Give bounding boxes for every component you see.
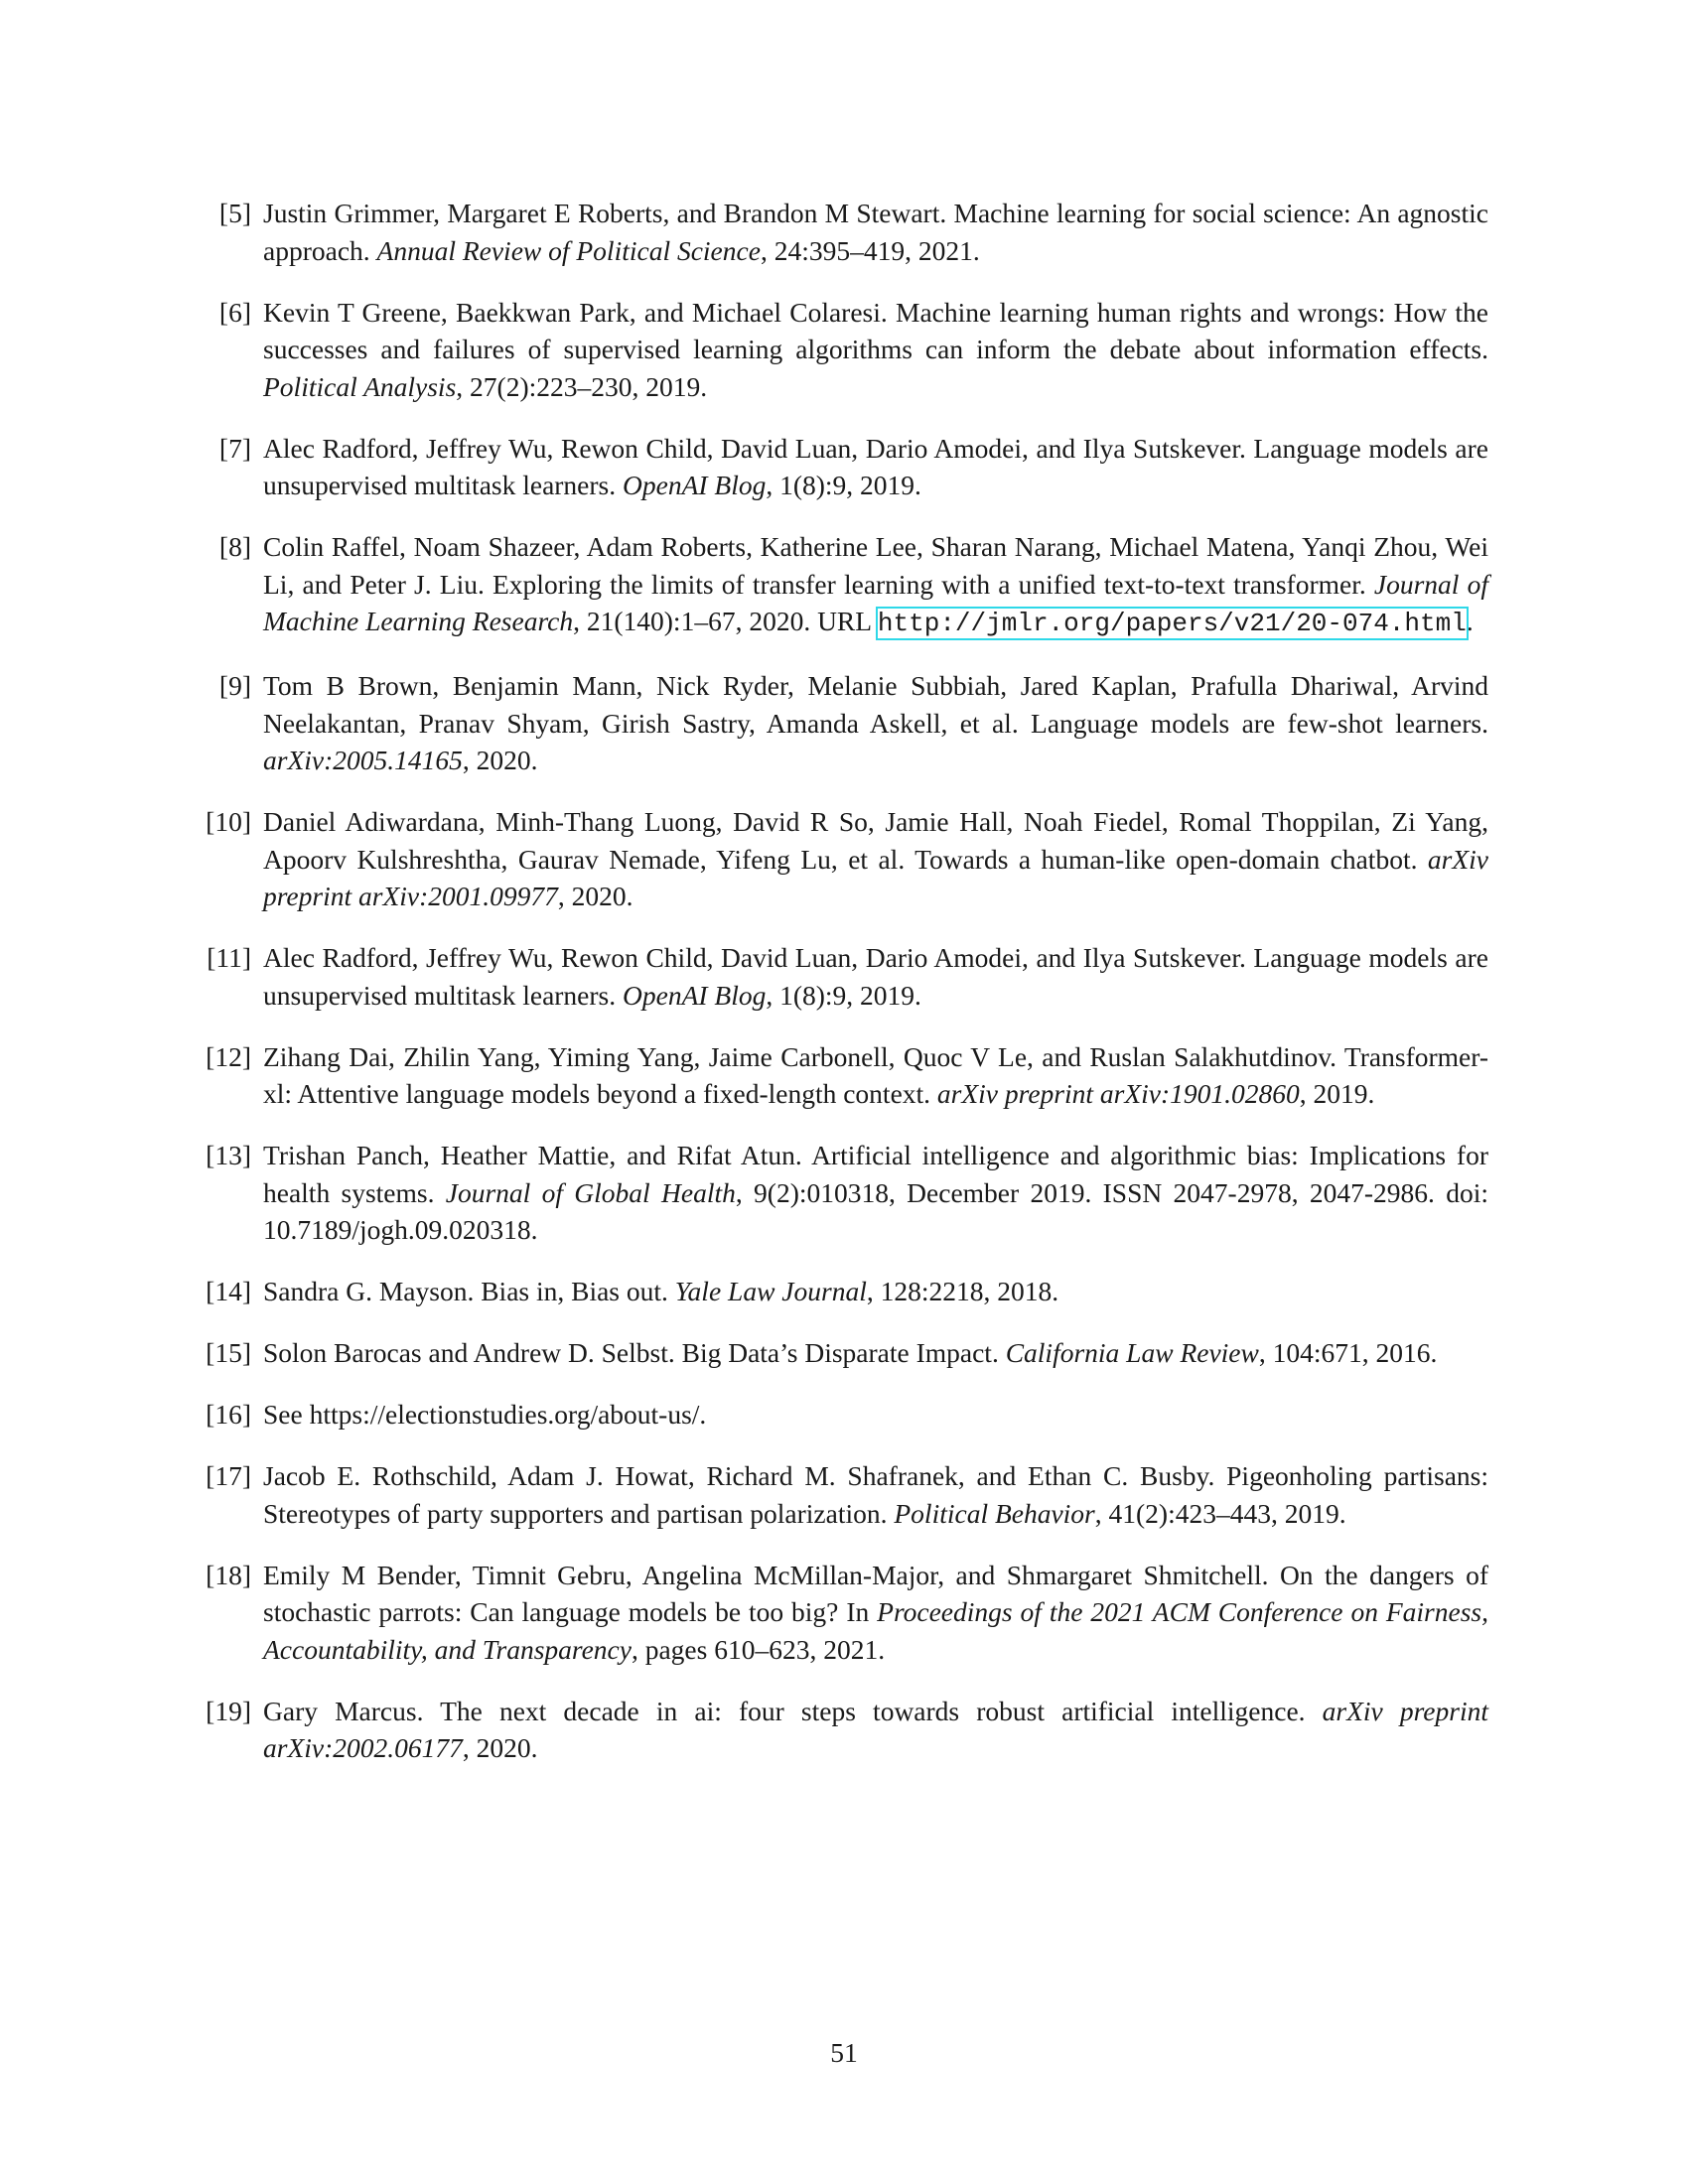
- reference-text: Colin Raffel, Noam Shazeer, Adam Roberts, Katherine Lee, Sharan Narang, Michael Matena, Yanqi Zhou, Wei Li, and Peter J. Liu. Exploring the limits of transfer learning with a unified text-to-text transformer. Journal of Machine Learning Research, 21(140):1–67, 2020. URL http://jmlr.org/papers/v21/20-074.html.: [263, 531, 1488, 638]
- reference-venue: OpenAI Blog: [623, 470, 767, 500]
- reference-item-12: [208, 1038, 1488, 1113]
- reference-text: Alec Radford, Jeffrey Wu, Rewon Child, David Luan, Dario Amodei, and Ilya Sutskever. Language models are unsupervised multitask learners. OpenAI Blog, 1(8):9, 2019.: [263, 432, 1488, 500]
- reference-number: [11]: [207, 942, 251, 973]
- reference-text: See https://electionstudies.org/about-us/.: [263, 1399, 707, 1430]
- reference-number: [19]: [206, 1695, 251, 1726]
- reference-item-6: [208, 294, 1488, 406]
- reference-number: [17]: [206, 1460, 251, 1491]
- reference-venue: arXiv preprint arXiv:2002.06177: [263, 1695, 1488, 1763]
- reference-number: [12]: [206, 1040, 251, 1072]
- reference-number: [13]: [206, 1140, 251, 1170]
- reference-text: Tom B Brown, Benjamin Mann, Nick Ryder, Melanie Subbiah, Jared Kaplan, Prafulla Dhariwal, Arvind Neelakantan, Pranav Shyam, Girish Sastry, Amanda Askell, et al. Language models are few-shot learners. arXiv:2005.14165, 2020.: [263, 670, 1488, 775]
- reference-item-15: [208, 1334, 1488, 1372]
- reference-venue: arXiv:2005.14165: [263, 745, 463, 775]
- reference-venue: Proceedings of the 2021 ACM Conference on Fairness, Accountability, and Transparency: [263, 1596, 1488, 1665]
- reference-venue: arXiv preprint arXiv:2001.09977: [263, 843, 1488, 911]
- reference-number: [6]: [218, 296, 251, 328]
- reference-text: Justin Grimmer, Margaret E Roberts, and Brandon M Stewart. Machine learning for social science: An agnostic approach. Annual Review of Political Science, 24:395–419, 2021.: [263, 198, 1488, 266]
- reference-number: [14]: [206, 1276, 251, 1306]
- reference-number: [15]: [206, 1337, 251, 1368]
- reference-text: Daniel Adiwardana, Minh-Thang Luong, David R So, Jamie Hall, Noah Fiedel, Romal Thoppilan, Zi Yang, Apoorv Kulshreshtha, Gaurav Nemade, Yifeng Lu, et al. Towards a human-like open-domain chatbot. arXiv preprint arXiv:2001.09977, 2020.: [263, 806, 1488, 911]
- reference-number: [9]: [218, 670, 251, 701]
- reference-item-13: [208, 1137, 1488, 1249]
- reference-text: Zihang Dai, Zhilin Yang, Yiming Yang, Jaime Carbonell, Quoc V Le, and Ruslan Salakhutdinov. Transformer-xl: Attentive language models beyond a fixed-length context. arXiv preprint arXiv:1901.02860, 2019.: [263, 1040, 1488, 1109]
- reference-item-19: [208, 1693, 1488, 1767]
- reference-item-16: [208, 1396, 1488, 1433]
- reference-venue: Journal of Global Health: [445, 1176, 736, 1208]
- reference-item-9: [208, 667, 1488, 779]
- reference-venue: Yale Law Journal: [674, 1276, 867, 1306]
- reference-item-18: [208, 1557, 1488, 1669]
- reference-url-link[interactable]: http://jmlr.org/papers/v21/20-074.html: [877, 609, 1467, 638]
- reference-item-10: [208, 803, 1488, 915]
- reference-text: Kevin T Greene, Baekkwan Park, and Michael Colaresi. Machine learning human rights and wrongs: How the successes and failures of supervised learning algorithms can inform the debate about information effects. Political Analysis, 27(2):223–230, 2019.: [263, 296, 1488, 402]
- reference-venue: OpenAI Blog: [623, 979, 767, 1011]
- reference-item-5: [208, 195, 1488, 269]
- reference-venue: California Law Review: [1005, 1337, 1259, 1368]
- reference-number: [16]: [206, 1399, 251, 1430]
- reference-text: Trishan Panch, Heather Mattie, and Rifat Atun. Artificial intelligence and algorithmic bias: Implications for health systems. Journal of Global Health, 9(2):010318, December 2019. ISSN 2047-2978, 2047-2986. doi: 10.7189/jogh.09.020318.: [263, 1140, 1488, 1245]
- reference-venue: Journal of Machine Learning Research: [263, 568, 1488, 636]
- reference-item-17: [208, 1457, 1488, 1532]
- reference-venue: arXiv preprint arXiv:1901.02860: [936, 1078, 1300, 1109]
- reference-text: Sandra G. Mayson. Bias in, Bias out. Yale Law Journal, 128:2218, 2018.: [263, 1276, 1059, 1306]
- reference-text: Gary Marcus. The next decade in ai: four steps towards robust artificial intelligence. arXiv preprint arXiv:2002.06177, 2020.: [263, 1695, 1488, 1763]
- reference-number: [8]: [218, 531, 251, 562]
- reference-venue: Political Behavior: [894, 1497, 1095, 1529]
- reference-text: Jacob E. Rothschild, Adam J. Howat, Richard M. Shafranek, and Ethan C. Busby. Pigeonholing partisans: Stereotypes of party supporters and partisan polarization. Political Behavior, 41(2):423–443, 2019.: [263, 1460, 1488, 1529]
- reference-list: [208, 195, 1488, 1791]
- reference-item-11: [208, 939, 1488, 1014]
- page-number: 51: [830, 2037, 858, 2068]
- reference-item-7: [208, 430, 1488, 504]
- reference-item-8: [208, 528, 1488, 643]
- reference-venue: Political Analysis: [263, 370, 457, 402]
- reference-venue: Annual Review of Political Science: [376, 234, 761, 266]
- reference-number: [18]: [206, 1559, 251, 1590]
- reference-number: [5]: [218, 198, 251, 228]
- reference-text: Emily M Bender, Timnit Gebru, Angelina McMillan-Major, and Shmargaret Shmitchell. On the dangers of stochastic parrots: Can language models be too big? In Proceedings of the 2021 ACM Conference on Fairness, Accountability, and Transparency, pages 610–623, 2021.: [263, 1559, 1488, 1665]
- reference-text: Solon Barocas and Andrew D. Selbst. Big Data’s Disparate Impact. California Law Review, 104:671, 2016.: [263, 1337, 1438, 1368]
- reference-number: [7]: [218, 432, 251, 464]
- reference-number: [10]: [206, 806, 251, 837]
- reference-text: Alec Radford, Jeffrey Wu, Rewon Child, David Luan, Dario Amodei, and Ilya Sutskever. Language models are unsupervised multitask learners. OpenAI Blog, 1(8):9, 2019.: [263, 942, 1488, 1011]
- reference-item-14: [208, 1273, 1488, 1310]
